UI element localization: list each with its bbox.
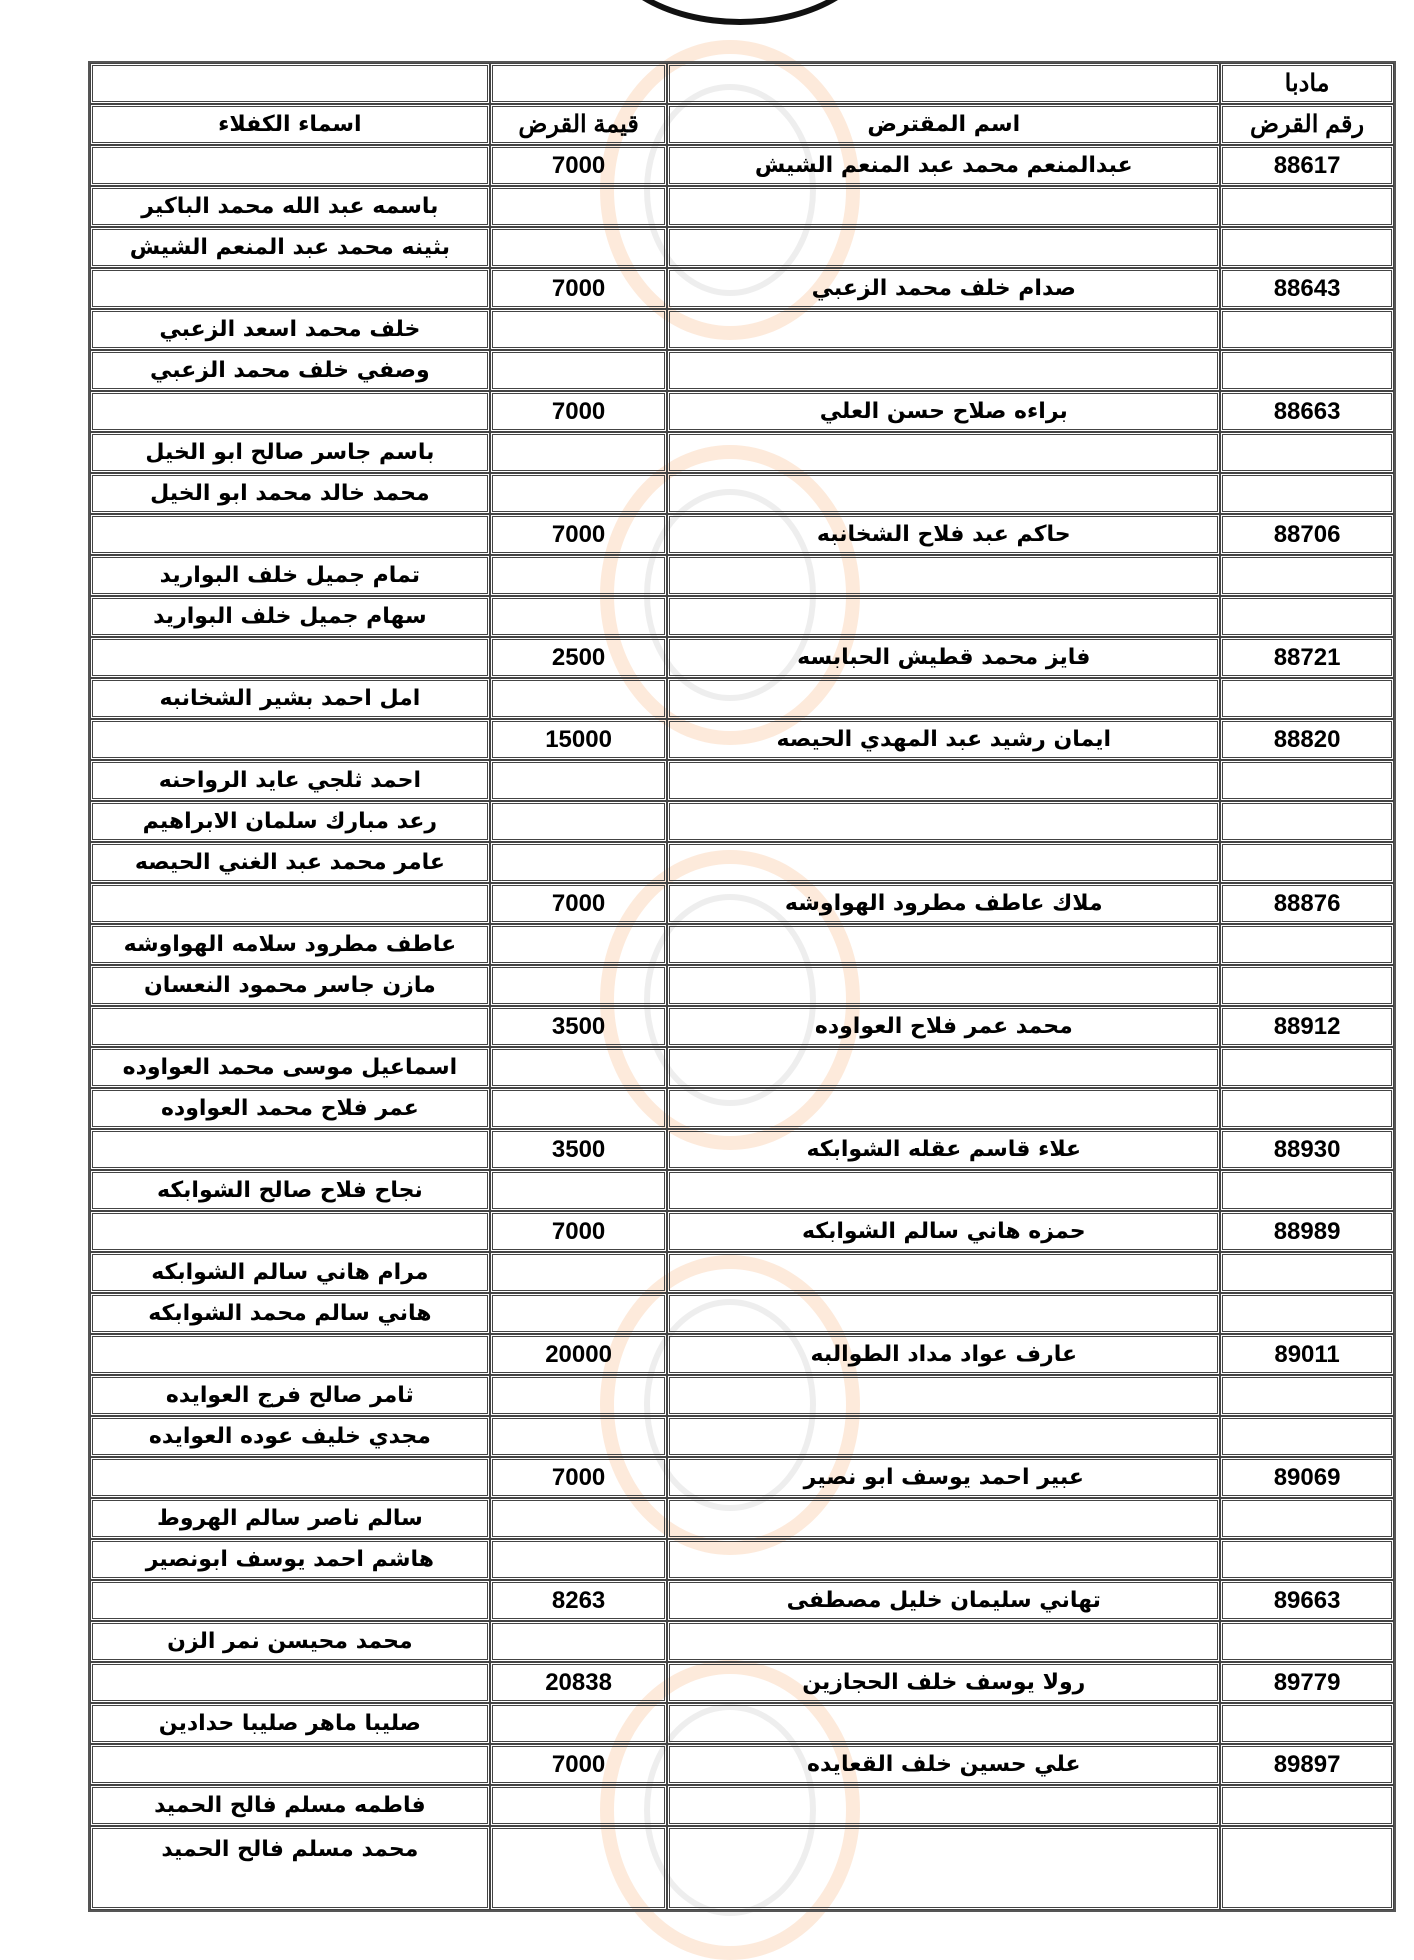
empty-cell: [90, 268, 490, 309]
guarantor-name: اسماعيل موسى محمد العواوده: [90, 1047, 490, 1088]
empty-cell: [90, 1334, 490, 1375]
borrower-name: براءه صلاح حسن العلي: [667, 391, 1220, 432]
empty-cell: [667, 1293, 1220, 1334]
col-header-guarantors: اسماء الكفلاء: [90, 104, 490, 145]
empty-cell: [90, 1662, 490, 1703]
empty-cell: [667, 596, 1220, 637]
empty-cell: [1220, 1293, 1394, 1334]
loan-number: 88721: [1220, 637, 1394, 678]
guarantor-row: [90, 801, 1394, 842]
empty-cell: [490, 924, 668, 965]
empty-cell: [490, 432, 668, 473]
empty-cell: [490, 1785, 668, 1826]
empty-cell: [490, 309, 668, 350]
empty-cell: [667, 63, 1220, 104]
empty-cell: [1220, 473, 1394, 514]
loan-amount: 7000: [490, 883, 668, 924]
empty-cell: [667, 1375, 1220, 1416]
empty-cell: [667, 1047, 1220, 1088]
guarantor-name: عامر محمد عبد الغني الحيصه: [90, 842, 490, 883]
col-header-amount: قيمة القرض: [490, 104, 668, 145]
empty-cell: [490, 1826, 668, 1910]
empty-cell: [667, 309, 1220, 350]
empty-cell: [490, 63, 668, 104]
empty-cell: [1220, 760, 1394, 801]
empty-cell: [490, 965, 668, 1006]
empty-cell: [90, 1129, 490, 1170]
empty-cell: [490, 1539, 668, 1580]
borrower-name: عبدالمنعم محمد عبد المنعم الشيش: [667, 145, 1220, 186]
guarantor-name: صليبا ماهر صليبا حدادين: [90, 1703, 490, 1744]
empty-cell: [490, 760, 668, 801]
guarantor-name: وصفي خلف محمد الزعبي: [90, 350, 490, 391]
empty-cell: [667, 186, 1220, 227]
empty-cell: [667, 1621, 1220, 1662]
loan-number: 88989: [1220, 1211, 1394, 1252]
region-label: مادبا: [1220, 63, 1394, 104]
loan-row: [90, 1580, 1394, 1621]
borrower-name: عبير احمد يوسف ابو نصير: [667, 1457, 1220, 1498]
empty-cell: [667, 924, 1220, 965]
loan-row: [90, 1006, 1394, 1047]
guarantor-row: [90, 842, 1394, 883]
loan-amount: 20838: [490, 1662, 668, 1703]
borrower-name: رولا يوسف خلف الحجازين: [667, 1662, 1220, 1703]
loan-amount: 7000: [490, 268, 668, 309]
loan-amount: 20000: [490, 1334, 668, 1375]
empty-cell: [90, 1211, 490, 1252]
loan-number: 88876: [1220, 883, 1394, 924]
empty-cell: [90, 391, 490, 432]
empty-cell: [90, 145, 490, 186]
guarantor-name: امل احمد بشير الشخانبه: [90, 678, 490, 719]
loan-amount: 3500: [490, 1129, 668, 1170]
guarantor-name: مازن جاسر محمود النعسان: [90, 965, 490, 1006]
empty-cell: [667, 1826, 1220, 1910]
loan-row: [90, 1457, 1394, 1498]
loan-row: [90, 637, 1394, 678]
empty-cell: [667, 350, 1220, 391]
borrower-name: ملاك عاطف مطرود الهواوشه: [667, 883, 1220, 924]
guarantor-row: [90, 924, 1394, 965]
empty-cell: [90, 1744, 490, 1785]
guarantor-row: [90, 1252, 1394, 1293]
guarantor-row: [90, 432, 1394, 473]
empty-cell: [667, 1170, 1220, 1211]
empty-cell: [490, 186, 668, 227]
empty-cell: [667, 965, 1220, 1006]
empty-cell: [667, 555, 1220, 596]
loan-number: 88663: [1220, 391, 1394, 432]
empty-cell: [490, 227, 668, 268]
empty-cell: [490, 596, 668, 637]
guarantor-row: [90, 555, 1394, 596]
loan-amount: 8263: [490, 1580, 668, 1621]
loan-row: [90, 1744, 1394, 1785]
empty-cell: [490, 801, 668, 842]
empty-cell: [667, 432, 1220, 473]
col-header-loan-no: رقم القرض: [1220, 104, 1394, 145]
empty-cell: [1220, 1088, 1394, 1129]
empty-cell: [1220, 678, 1394, 719]
empty-cell: [490, 473, 668, 514]
empty-cell: [1220, 1498, 1394, 1539]
empty-cell: [667, 760, 1220, 801]
empty-cell: [1220, 965, 1394, 1006]
loan-number: 88643: [1220, 268, 1394, 309]
empty-cell: [1220, 1375, 1394, 1416]
empty-cell: [1220, 186, 1394, 227]
guarantor-row: [90, 1047, 1394, 1088]
guarantor-row: [90, 227, 1394, 268]
empty-cell: [667, 1785, 1220, 1826]
empty-cell: [1220, 1170, 1394, 1211]
empty-cell: [90, 514, 490, 555]
empty-cell: [90, 1580, 490, 1621]
borrower-name: حمزه هاني سالم الشوابكه: [667, 1211, 1220, 1252]
guarantor-name: هاني سالم محمد الشوابكه: [90, 1293, 490, 1334]
borrower-name: علي حسين خلف القعايده: [667, 1744, 1220, 1785]
guarantor-row: [90, 1088, 1394, 1129]
guarantor-name: خلف محمد اسعد الزعبي: [90, 309, 490, 350]
empty-cell: [490, 1293, 668, 1334]
borrower-name: صدام خلف محمد الزعبي: [667, 268, 1220, 309]
guarantor-row: [90, 1621, 1394, 1662]
borrower-name: تهاني سليمان خليل مصطفى: [667, 1580, 1220, 1621]
empty-cell: [490, 842, 668, 883]
loan-amount: 7000: [490, 514, 668, 555]
loan-row: [90, 145, 1394, 186]
loan-amount: 2500: [490, 637, 668, 678]
guarantor-row: [90, 760, 1394, 801]
loan-number: 89069: [1220, 1457, 1394, 1498]
empty-cell: [1220, 309, 1394, 350]
guarantor-row: [90, 1703, 1394, 1744]
guarantor-row: [90, 965, 1394, 1006]
loan-amount: 3500: [490, 1006, 668, 1047]
borrower-name: علاء قاسم عقله الشوابكه: [667, 1129, 1220, 1170]
loan-row: [90, 268, 1394, 309]
guarantor-row: [90, 1416, 1394, 1457]
empty-cell: [490, 1047, 668, 1088]
empty-cell: [1220, 596, 1394, 637]
empty-cell: [90, 1457, 490, 1498]
empty-cell: [1220, 1621, 1394, 1662]
guarantor-name: عمر فلاح محمد العواوده: [90, 1088, 490, 1129]
empty-cell: [667, 1088, 1220, 1129]
loan-number: 89779: [1220, 1662, 1394, 1703]
empty-cell: [490, 1088, 668, 1129]
header-row: [90, 104, 1394, 145]
borrower-name: ايمان رشيد عبد المهدي الحيصه: [667, 719, 1220, 760]
empty-cell: [667, 1703, 1220, 1744]
empty-cell: [490, 555, 668, 596]
loan-number: 88912: [1220, 1006, 1394, 1047]
region-row: [90, 63, 1394, 104]
guarantor-row: [90, 186, 1394, 227]
guarantor-name: بثينه محمد عبد المنعم الشيش: [90, 227, 490, 268]
empty-cell: [667, 227, 1220, 268]
empty-cell: [1220, 842, 1394, 883]
empty-cell: [490, 1703, 668, 1744]
guarantor-row: [90, 1375, 1394, 1416]
guarantor-row: [90, 678, 1394, 719]
guarantor-name: سهام جميل خلف البواريد: [90, 596, 490, 637]
loan-amount: 7000: [490, 391, 668, 432]
empty-cell: [1220, 1252, 1394, 1293]
loan-row: [90, 1334, 1394, 1375]
loan-number: 88706: [1220, 514, 1394, 555]
loans-table: [88, 61, 1396, 1912]
empty-cell: [90, 63, 490, 104]
guarantor-name: سالم ناصر سالم الهروط: [90, 1498, 490, 1539]
empty-cell: [1220, 1047, 1394, 1088]
guarantor-name: هاشم احمد يوسف ابونصير: [90, 1539, 490, 1580]
guarantor-name: محمد خالد محمد ابو الخيل: [90, 473, 490, 514]
empty-cell: [490, 1375, 668, 1416]
empty-cell: [667, 1416, 1220, 1457]
guarantor-name: محمد محيسن نمر الزن: [90, 1621, 490, 1662]
empty-cell: [1220, 1539, 1394, 1580]
loan-row: [90, 1662, 1394, 1703]
loan-row: [90, 719, 1394, 760]
guarantor-row: [90, 596, 1394, 637]
guarantor-row: [90, 1293, 1394, 1334]
empty-cell: [490, 1252, 668, 1293]
loan-row: [90, 514, 1394, 555]
loan-amount: 7000: [490, 1457, 668, 1498]
borrower-name: محمد عمر فلاح العواوده: [667, 1006, 1220, 1047]
loan-amount: 7000: [490, 1744, 668, 1785]
loan-number: 89663: [1220, 1580, 1394, 1621]
empty-cell: [667, 1498, 1220, 1539]
guarantor-row: [90, 1785, 1394, 1826]
empty-cell: [90, 719, 490, 760]
loan-number: 88930: [1220, 1129, 1394, 1170]
loan-number: 88820: [1220, 719, 1394, 760]
empty-cell: [667, 473, 1220, 514]
empty-cell: [667, 1539, 1220, 1580]
guarantor-row: [90, 350, 1394, 391]
empty-cell: [1220, 432, 1394, 473]
empty-cell: [490, 1498, 668, 1539]
empty-cell: [1220, 924, 1394, 965]
guarantor-name: محمد مسلم فالح الحميد: [90, 1826, 490, 1910]
guarantor-name: باسمه عبد الله محمد الباكير: [90, 186, 490, 227]
guarantor-name: نجاح فلاح صالح الشوابكه: [90, 1170, 490, 1211]
col-header-borrower: اسم المقترض: [667, 104, 1220, 145]
empty-cell: [490, 1621, 668, 1662]
guarantor-name: مجدي خليف عوده العوايده: [90, 1416, 490, 1457]
empty-cell: [1220, 801, 1394, 842]
empty-cell: [1220, 1416, 1394, 1457]
borrower-name: حاكم عبد فلاح الشخانبه: [667, 514, 1220, 555]
empty-cell: [1220, 555, 1394, 596]
empty-cell: [667, 1252, 1220, 1293]
borrower-name: فايز محمد قطيش الحبابسه: [667, 637, 1220, 678]
empty-cell: [1220, 227, 1394, 268]
loan-amount: 7000: [490, 1211, 668, 1252]
empty-cell: [90, 1006, 490, 1047]
loan-number: 88617: [1220, 145, 1394, 186]
empty-cell: [490, 1170, 668, 1211]
loan-number: 89897: [1220, 1744, 1394, 1785]
empty-cell: [667, 678, 1220, 719]
guarantor-row: [90, 473, 1394, 514]
guarantor-row: [90, 1539, 1394, 1580]
borrower-name: عارف عواد مداد الطوالبه: [667, 1334, 1220, 1375]
loan-amount: 15000: [490, 719, 668, 760]
guarantor-name: رعد مبارك سلمان الابراهيم: [90, 801, 490, 842]
empty-cell: [90, 883, 490, 924]
guarantor-name: ثامر صالح فرج العوايده: [90, 1375, 490, 1416]
guarantor-name: مرام هاني سالم الشوابكه: [90, 1252, 490, 1293]
loan-row: [90, 883, 1394, 924]
guarantor-name: تمام جميل خلف البواريد: [90, 555, 490, 596]
empty-cell: [490, 350, 668, 391]
guarantor-name: فاطمه مسلم فالح الحميد: [90, 1785, 490, 1826]
empty-cell: [490, 678, 668, 719]
guarantor-row: [90, 1170, 1394, 1211]
empty-cell: [90, 637, 490, 678]
empty-cell: [1220, 1703, 1394, 1744]
guarantor-name: باسم جاسر صالح ابو الخيل: [90, 432, 490, 473]
loan-row: [90, 1129, 1394, 1170]
empty-cell: [667, 842, 1220, 883]
loan-row: [90, 1211, 1394, 1252]
empty-cell: [1220, 350, 1394, 391]
empty-cell: [490, 1416, 668, 1457]
guarantor-row: [90, 1826, 1394, 1910]
guarantor-row: [90, 1498, 1394, 1539]
empty-cell: [1220, 1826, 1394, 1910]
logo-outline: [600, 0, 880, 25]
loan-amount: 7000: [490, 145, 668, 186]
empty-cell: [1220, 1785, 1394, 1826]
guarantor-row: [90, 309, 1394, 350]
guarantor-name: احمد ثلجي عايد الرواحنه: [90, 760, 490, 801]
guarantor-name: عاطف مطرود سلامه الهواوشه: [90, 924, 490, 965]
loan-row: [90, 391, 1394, 432]
loan-number: 89011: [1220, 1334, 1394, 1375]
empty-cell: [667, 801, 1220, 842]
